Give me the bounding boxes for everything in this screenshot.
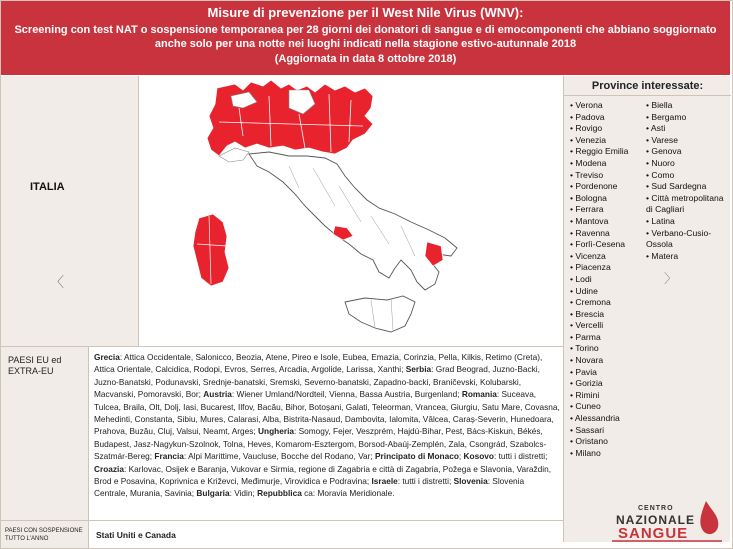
- province-item: • Ravenna: [570, 228, 646, 240]
- province-item: • Reggio Emilia: [570, 146, 646, 158]
- province-item: • Sassari: [570, 425, 646, 437]
- province-item: • Rimini: [570, 390, 646, 402]
- province-item: • Torino: [570, 343, 646, 355]
- country-regions: : Grad Beograd, Juzno-Backi, Juzno-Banatski, Podunavski, Srednje-banatski, Sremski, Severno-banatski, Zapadno-backi, Braničevski, Kolubarski, Macvanski, Pomoravski, Bor;: [94, 364, 540, 400]
- province-item: • Sud Sardegna: [646, 181, 730, 193]
- province-item: • Pordenone: [570, 181, 646, 193]
- province-item: • Nuoro: [646, 158, 730, 170]
- logo-line-1: CENTRO: [638, 505, 674, 512]
- province-item: • Mantova: [570, 216, 646, 228]
- page-title: Misure di prevenzione per il West Nile Virus (WNV):: [207, 5, 524, 20]
- country-regions: : Vidin;: [229, 488, 258, 499]
- province-item: • Milano: [570, 448, 646, 460]
- country-regions: : Suceava, Tulcea, Braila, Olt, Dolj, Iasi, Bucarest, Ilfov, Bacău, Bihor, Botoșani, Galati, Teleorman, Vrancea, Giurgiu, Satu Mare, Covasna, Mehedinti, Constanta, Sibiu, Mures, Calarasi, Alba, Bistrita-Nasaud, Dambovita, Ialomita, Vâlcea, Caraș-Severin, Hunedoara, Prahova, Buzău, Cluj, Valsui, Neamt, Arges;: [94, 389, 560, 437]
- country-name: Francia: [154, 451, 184, 462]
- province-item: • Vercelli: [570, 320, 646, 332]
- provinces-list-2: [646, 100, 730, 262]
- province-item: • Gorizia: [570, 378, 646, 390]
- provinces-list-1: [570, 100, 646, 459]
- province-item: • Bergamo: [646, 112, 730, 124]
- province-item: • Biella: [646, 100, 730, 112]
- country-regions: : Wiener Umland/Nordteil, Vienna, Bassa Austria, Burgenland;: [231, 389, 462, 400]
- logo-line-2: NAZIONALE: [616, 513, 695, 527]
- italy-map: [139, 76, 563, 346]
- province-item: • Ferrara: [570, 204, 646, 216]
- country-regions: : Somogy, Fejer, Veszprém, Hajdú-Bihar, Pest, Bács-Kiskun, Békés, Budapest, Jasz-Nagykun-Szolnok, Tolna, Heves, Komarom-Esztergom, Borsod-Abaúj-Zemplén, Zala, Csongrád, Szabolcs-Szatmár-Bereg;: [94, 426, 547, 462]
- page-subtitle: Screening con test NAT o sospensione temporanea per 28 giorni dei donatori di sangue e di emocomponenti che abbiano soggiornato anche solo per una notte nei luoghi indicati nella stagione estivo-autunnale 2018: [14, 24, 717, 50]
- country-regions: : Attica Occidentale, Salonicco, Beozia, Atene, Pireo e Isole, Eubea, Emazia, Corinzia, Pella, Kilkis, Retimo (Creta), Attica Orientale, Calcidica, Rodopi, Evros, Serres, Arcadia, Argolide, Larissa, Xanthi;: [94, 352, 543, 375]
- country-name: Romania: [461, 389, 497, 400]
- italia-label: ITALIA: [30, 181, 65, 193]
- province-item: • Latina: [646, 216, 730, 228]
- country-regions: : Alpi Marittime, Vaucluse, Bocche del Rodano, Var;: [183, 451, 375, 462]
- province-item: • Brescia: [570, 309, 646, 321]
- cns-logo: [602, 497, 728, 545]
- province-item: • Genova: [646, 146, 730, 158]
- province-item: • Alessandria: [570, 413, 646, 425]
- country-name: Bulgaria: [196, 488, 230, 499]
- country-name: Israele: [371, 476, 398, 487]
- province-item: • Padova: [570, 112, 646, 124]
- eu-label: PAESI EU ed EXTRA-EU: [8, 355, 62, 376]
- province-item: • Lodi: [570, 274, 646, 286]
- country-regions: : tutti i distretti;: [397, 476, 454, 487]
- country-regions: ;: [458, 451, 464, 462]
- province-item: • Oristano: [570, 436, 646, 448]
- suspension-label: PAESI CON SOSPENSIONE TUTTO L'ANNO: [5, 528, 83, 542]
- update-date: (Aggiornata in data 8 ottobre 2018): [274, 53, 457, 65]
- province-item: • Verbano-Cusio-Ossola: [646, 228, 730, 251]
- country-name: Slovenia: [453, 476, 488, 487]
- country-name: Austria: [203, 389, 232, 400]
- province-item: • Piacenza: [570, 262, 646, 274]
- eu-countries-text: [94, 351, 560, 519]
- country-name: Repubblica: [257, 488, 302, 499]
- province-item: • Cremona: [570, 297, 646, 309]
- country-name: Croazia: [94, 463, 124, 474]
- province-item: • Cuneo: [570, 401, 646, 413]
- country-name: Ungheria: [258, 426, 294, 437]
- italy-map-area: [139, 76, 563, 346]
- country-regions: : tutti i distretti;: [493, 451, 548, 462]
- country-regions: : Slovenia Centrale, Murania, Savinia;: [94, 476, 525, 499]
- country-regions: : Karlovac, Osijek e Baranja, Vukovar e Sirmia, regione di Zagabria e città di Zagabria, Požega e Slavonia, Varaždin, Brod e Posavina, Koprivnica e Križevci, Međimurje, Virovidica e Podravina;: [94, 463, 552, 487]
- province-item: • Città metropolitana di Cagliari: [646, 193, 730, 216]
- province-item: • Udine: [570, 286, 646, 298]
- province-item: • Rovigo: [570, 123, 646, 135]
- provinces-title: Province interessate:: [564, 76, 731, 96]
- province-item: • Varese: [646, 135, 730, 147]
- country-name: Serbia: [405, 364, 432, 375]
- province-item: • Parma: [570, 332, 646, 344]
- country-name: Principato di Monaco: [375, 451, 459, 462]
- province-item: • Venezia: [570, 135, 646, 147]
- suspension-value: Stati Uniti e Canada: [96, 530, 176, 540]
- bracket-close-glyph: 〉: [664, 271, 678, 286]
- italia-label-cell: [1, 76, 139, 346]
- province-item: • Matera: [646, 251, 730, 263]
- province-item: • Treviso: [570, 170, 646, 182]
- country-name: Grecia: [94, 352, 120, 362]
- bracket-glyph: 〈: [50, 274, 64, 290]
- map-sicily: [345, 296, 415, 332]
- province-item: • Pavia: [570, 367, 646, 379]
- province-item: • Verona: [570, 100, 646, 112]
- country-regions: ca: Moravia Meridionale.: [301, 488, 395, 499]
- map-peninsula: [249, 152, 457, 290]
- country-name: Kosovo: [463, 451, 494, 462]
- province-item: • Asti: [646, 123, 730, 135]
- province-item: • Novara: [570, 355, 646, 367]
- header-banner: [1, 1, 730, 75]
- province-item: • Como: [646, 170, 730, 182]
- province-item: • Bologna: [570, 193, 646, 205]
- provinces-panel: [563, 76, 730, 542]
- province-item: • Forlì-Cesena: [570, 239, 646, 251]
- province-item: • Vicenza: [570, 251, 646, 263]
- logo-line-3: SANGUE: [618, 525, 689, 542]
- province-item: • Modena: [570, 158, 646, 170]
